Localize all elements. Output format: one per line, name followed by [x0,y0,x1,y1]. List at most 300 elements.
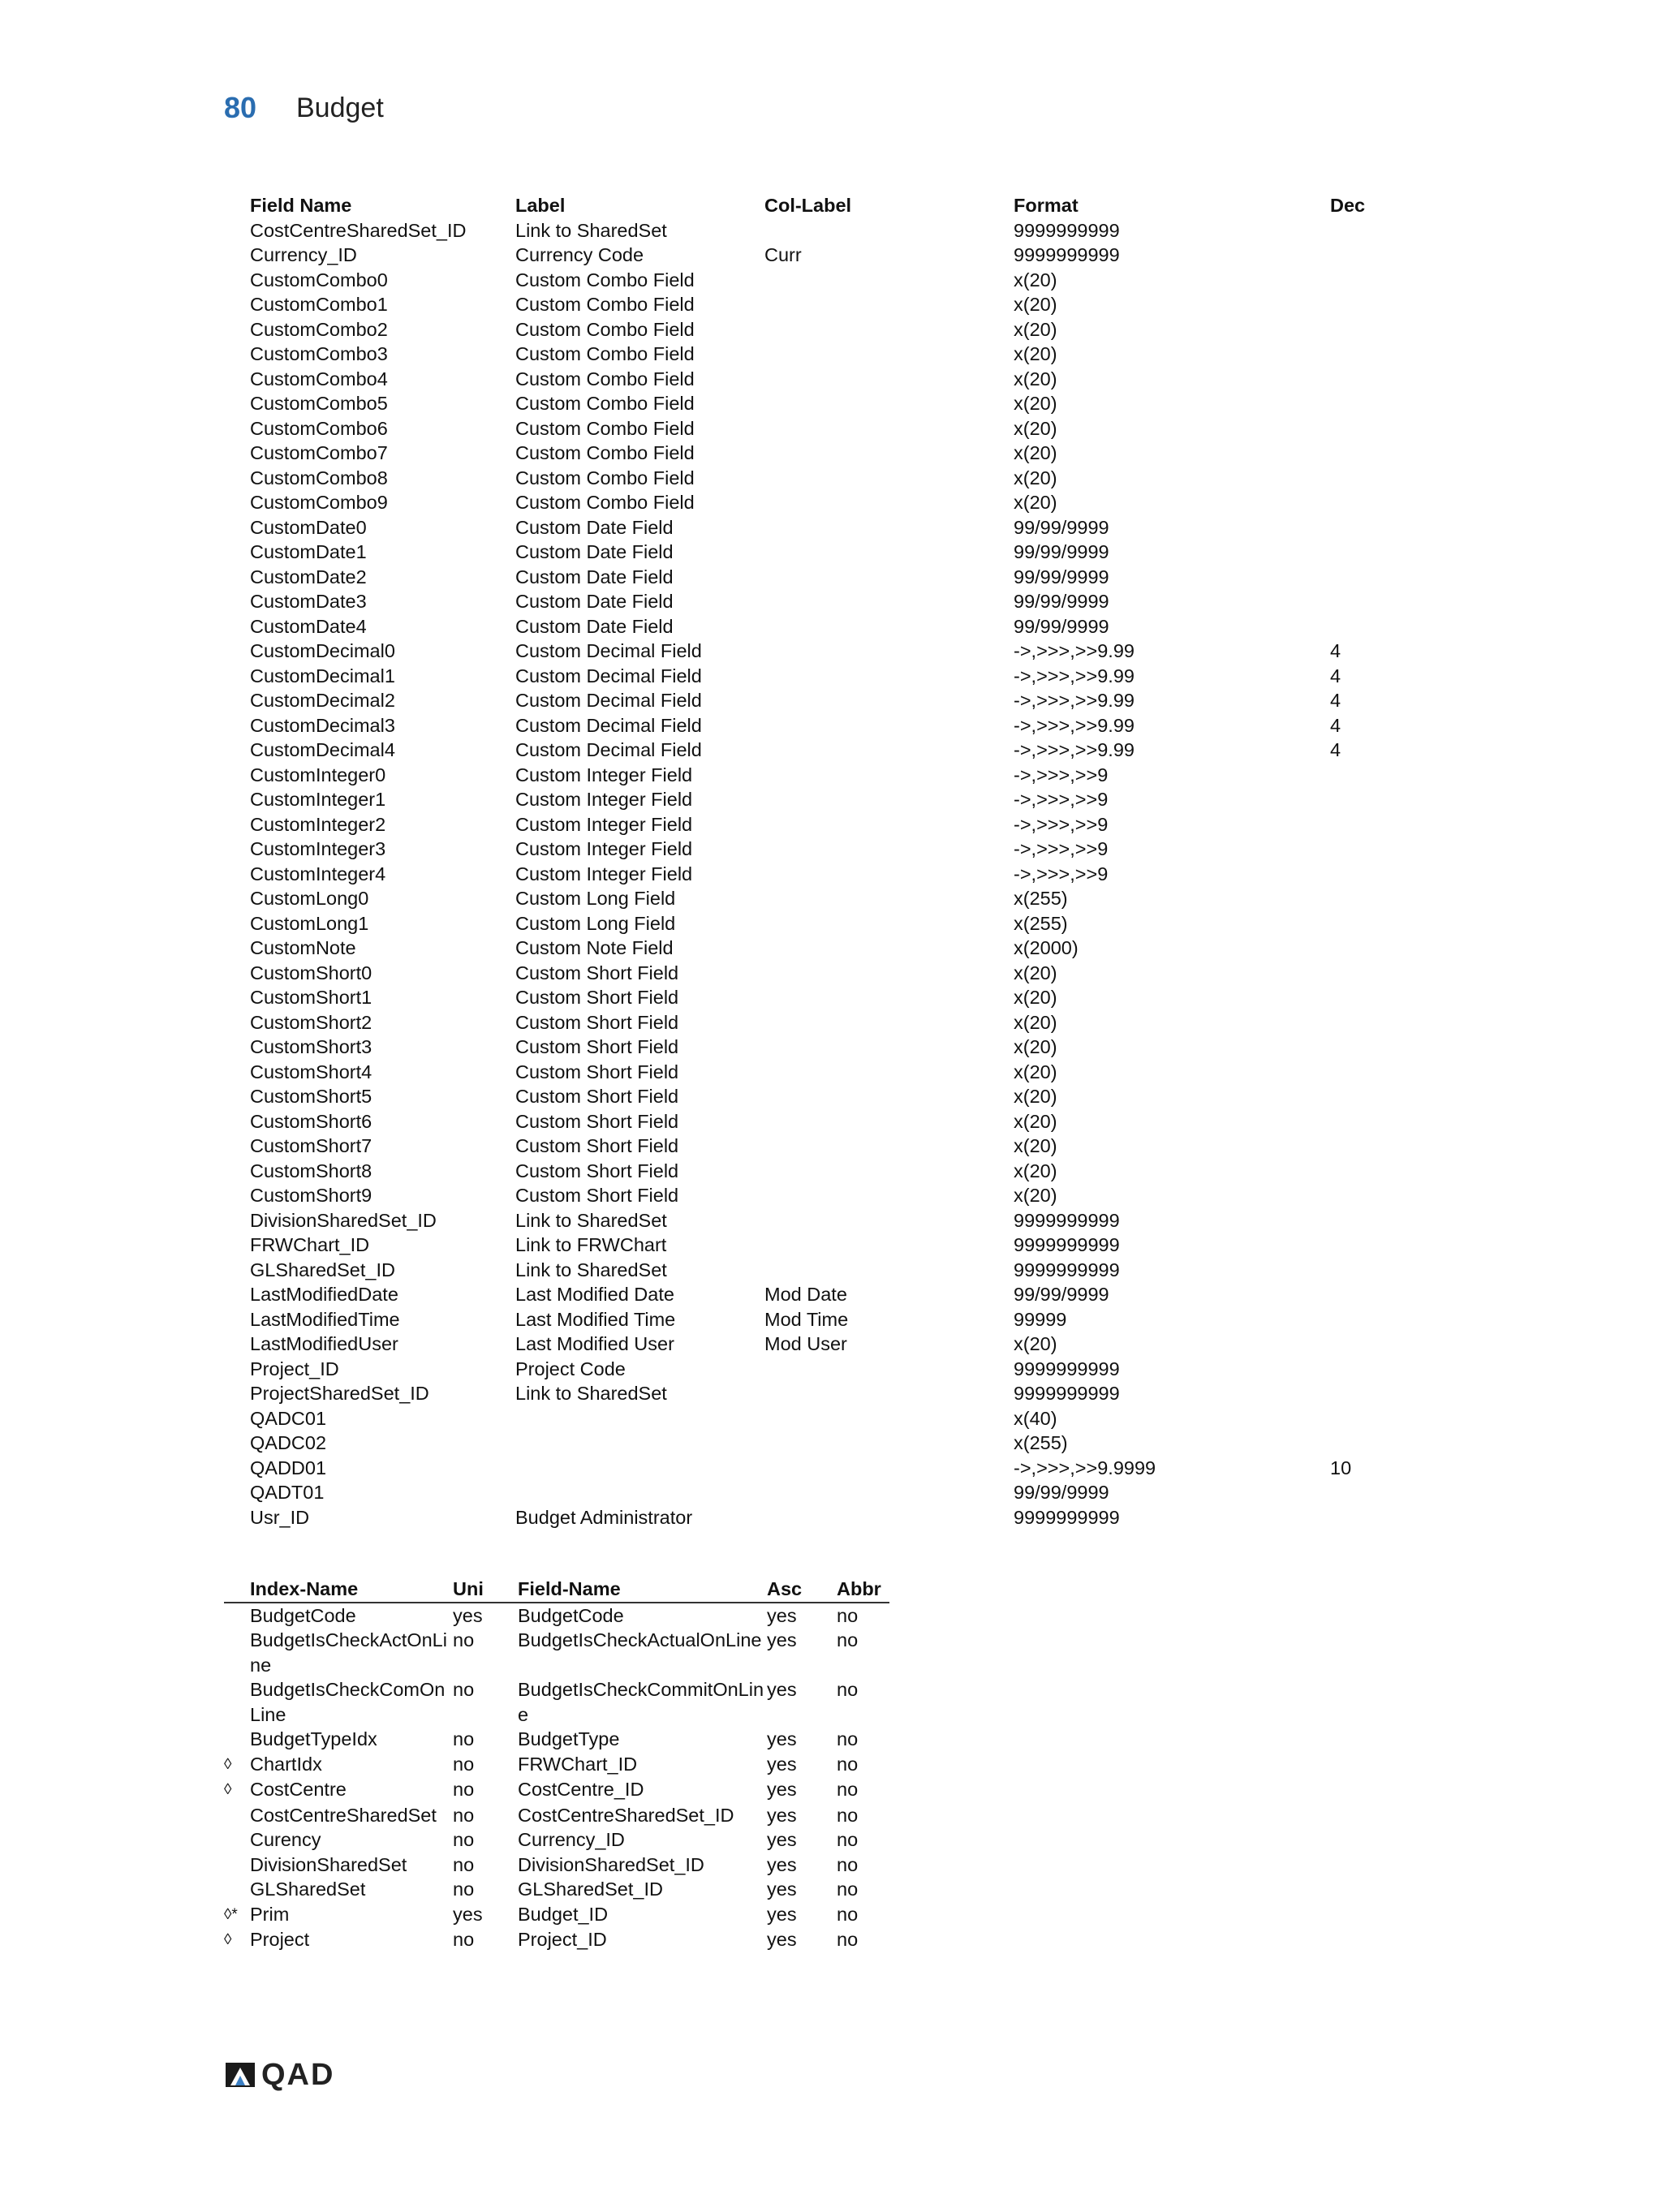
index-name-cell: ChartIdx [250,1753,322,1775]
col-label-cell [764,1456,1014,1481]
table-row [224,1803,889,1828]
field-name-cell: CustomLong0 [250,888,369,909]
dec-cell [1330,243,1411,268]
format-cell: x(255) [1014,912,1068,934]
dec-cell [1330,886,1411,911]
dec-cell: 4 [1330,739,1341,760]
label-cell [515,1406,764,1431]
format-cell: x(255) [1014,1432,1068,1453]
field-name-cell: DivisionSharedSet_ID [250,1209,437,1231]
table-row [250,1381,1411,1406]
table-row [250,812,1411,837]
table-row [250,342,1411,367]
format-cell: 9999999999 [1014,1259,1120,1280]
column-header [224,1577,250,1603]
table-row [250,1208,1411,1233]
format-cell: x(20) [1014,1086,1057,1107]
col-label-cell [764,1109,1014,1134]
index-name-cell: GLSharedSet [250,1878,366,1900]
format-cell: 99/99/9999 [1014,516,1109,538]
dec-cell [1330,763,1411,788]
dec-cell [1330,1431,1411,1456]
field-name-cell: QADD01 [250,1457,327,1478]
label-cell: Custom Short Field [515,1110,679,1132]
col-label-cell [764,416,1014,441]
format-cell: 99/99/9999 [1014,1284,1109,1305]
table-row [250,664,1411,689]
dec-cell: 4 [1330,665,1341,686]
index-field-name-cell: CostCentreSharedSet_ID [518,1804,734,1826]
format-cell: x(255) [1014,888,1068,909]
col-label-cell [764,1084,1014,1109]
format-cell: ->,>>>,>>9.99 [1014,665,1135,686]
format-cell: 99/99/9999 [1014,1482,1109,1503]
format-cell: x(20) [1014,368,1057,389]
index-marker [224,1677,250,1727]
field-name-cell: GLSharedSet_ID [250,1259,395,1280]
format-cell: x(20) [1014,1061,1057,1082]
table-row [250,391,1411,416]
field-name-cell: CustomShort5 [250,1086,372,1107]
label-cell: Custom Decimal Field [515,640,702,661]
field-name-cell: CustomShort3 [250,1036,372,1057]
table-row [224,1752,889,1778]
format-cell: ->,>>>,>>9.9999 [1014,1457,1156,1478]
dec-cell [1330,268,1411,293]
index-field-name-cell: BudgetCode [518,1604,624,1626]
dec-cell [1330,614,1411,639]
field-name-cell: QADC01 [250,1407,327,1429]
format-cell: x(40) [1014,1407,1057,1429]
dec-cell [1330,1134,1411,1159]
format-cell: 9999999999 [1014,1358,1120,1379]
col-label-cell [764,862,1014,887]
asc-cell: yes [767,1679,797,1700]
field-table [250,193,1411,1530]
format-cell: x(2000) [1014,937,1079,958]
format-cell: 9999999999 [1014,219,1120,241]
unique-cell: no [453,1929,475,1950]
index-name-cell: Project [250,1929,310,1950]
label-cell: Custom Decimal Field [515,714,702,736]
table-row [250,1183,1411,1208]
index-field-name-cell: BudgetIsCheckActualOnLine [518,1629,762,1650]
field-name-cell: CustomCombo9 [250,492,388,513]
index-table-header [224,1577,889,1603]
field-name-cell: CustomDate4 [250,615,367,637]
label-cell: Custom Integer Field [515,764,693,785]
field-name-cell: CustomInteger0 [250,764,386,785]
label-cell: Custom Combo Field [515,318,695,340]
format-cell: 9999999999 [1014,1383,1120,1404]
dec-cell [1330,787,1411,812]
dec-cell: 4 [1330,690,1341,711]
index-table-body [224,1603,889,1953]
abbr-cell: no [837,1853,859,1875]
logo-text: QAD [261,2058,335,2092]
label-cell: Currency Code [515,244,644,265]
table-row [250,243,1411,268]
column-header: Asc [767,1578,803,1599]
table-row [250,490,1411,515]
label-cell: Custom Short Field [515,1135,679,1156]
field-name-cell: LastModifiedDate [250,1284,398,1305]
col-label-cell [764,540,1014,565]
format-cell: x(20) [1014,492,1057,513]
format-cell: ->,>>>,>>9 [1014,838,1109,859]
label-cell: Custom Decimal Field [515,739,702,760]
asc-cell: yes [767,1853,797,1875]
table-row [250,268,1411,293]
dec-cell [1330,1233,1411,1258]
table-row [250,1480,1411,1505]
index-field-name-cell: CostCentre_ID [518,1779,644,1800]
col-label-cell: Curr [764,244,802,265]
table-row [224,1927,889,1953]
asc-cell: yes [767,1728,797,1749]
table-row [224,1628,889,1677]
dec-cell [1330,1505,1411,1530]
label-cell: Custom Note Field [515,937,674,958]
column-header: Index-Name [250,1578,359,1599]
dec-cell [1330,1035,1411,1060]
col-label-cell [764,812,1014,837]
field-name-cell: CustomCombo4 [250,368,388,389]
col-label-cell [764,1233,1014,1258]
dec-cell [1330,1258,1411,1283]
column-header: Format [1014,195,1079,216]
label-cell: Link to SharedSet [515,1209,667,1231]
format-cell: x(20) [1014,318,1057,340]
field-name-cell: CustomShort1 [250,987,372,1008]
col-label-cell: Mod User [764,1333,847,1354]
table-row [250,886,1411,911]
label-cell: Custom Combo Field [515,294,695,315]
label-cell: Custom Date Field [515,541,674,562]
table-row [250,1134,1411,1159]
label-cell: Link to SharedSet [515,219,667,241]
index-name-cell: CostCentreSharedSet [250,1804,437,1826]
table-row [250,1233,1411,1258]
table-row [250,738,1411,763]
col-label-cell [764,1183,1014,1208]
dec-cell [1330,515,1411,540]
table-row [250,763,1411,788]
table-row [250,466,1411,491]
col-label-cell [764,1134,1014,1159]
label-cell: Custom Long Field [515,888,676,909]
dec-cell [1330,1183,1411,1208]
column-header: Field Name [250,195,352,216]
index-name-cell: Prim [250,1903,290,1925]
label-cell: Link to SharedSet [515,1383,667,1404]
table-row [250,862,1411,887]
field-name-cell: CustomNote [250,937,356,958]
col-label-cell [764,391,1014,416]
table-row [224,1853,889,1878]
label-cell: Custom Short Field [515,1160,679,1181]
dec-cell [1330,391,1411,416]
field-name-cell: CustomCombo1 [250,294,388,315]
unique-cell: no [453,1853,475,1875]
asc-cell: yes [767,1804,797,1826]
dec-cell [1330,1332,1411,1357]
field-name-cell: CustomDate1 [250,541,367,562]
column-header: Uni [453,1578,484,1599]
field-name-cell: CustomCombo6 [250,417,388,439]
label-cell: Custom Integer Field [515,789,693,810]
qad-logo-icon [224,2061,256,2089]
label-cell: Custom Date Field [515,566,674,587]
index-name-cell: Curency [250,1829,321,1850]
unique-cell: no [453,1753,475,1775]
table-row [250,911,1411,936]
table-row [250,515,1411,540]
table-row [250,1084,1411,1109]
label-cell: Budget Administrator [515,1506,693,1528]
label-cell: Custom Short Field [515,1061,679,1082]
dec-cell [1330,961,1411,986]
asc-cell: yes [767,1903,797,1925]
dec-cell [1330,218,1411,243]
label-cell: Custom Short Field [515,1185,679,1206]
table-row [250,1456,1411,1481]
field-name-cell: CustomCombo3 [250,343,388,364]
dec-cell [1330,911,1411,936]
col-label-cell [764,1159,1014,1184]
field-name-cell: CustomDate3 [250,591,367,612]
field-name-cell: CustomDecimal1 [250,665,395,686]
index-marker [224,1853,250,1878]
format-cell: ->,>>>,>>9 [1014,764,1109,785]
label-cell: Custom Integer Field [515,813,693,835]
table-row [250,614,1411,639]
index-marker: ◊* [224,1905,238,1923]
unique-cell: yes [453,1903,483,1925]
table-row [250,1060,1411,1085]
abbr-cell: no [837,1604,859,1626]
asc-cell: yes [767,1629,797,1650]
field-name-cell: CustomInteger1 [250,789,386,810]
label-cell: Custom Combo Field [515,492,695,513]
label-cell: Custom Short Field [515,1086,679,1107]
col-label-cell [764,515,1014,540]
index-name-cell: CostCentre [250,1779,347,1800]
table-row [250,713,1411,738]
format-cell: x(20) [1014,1333,1057,1354]
format-cell: x(20) [1014,962,1057,983]
index-field-name-cell: Project_ID [518,1929,607,1950]
col-label-cell [764,565,1014,590]
dec-cell [1330,1406,1411,1431]
col-label-cell [764,713,1014,738]
format-cell: 9999999999 [1014,1209,1120,1231]
table-row [250,1035,1411,1060]
page-number: 80 [224,91,257,124]
table-row [250,292,1411,317]
index-name-cell: DivisionSharedSet [250,1853,407,1875]
dec-cell [1330,1109,1411,1134]
table-row [250,787,1411,812]
abbr-cell: no [837,1728,859,1749]
col-label-cell [764,466,1014,491]
field-name-cell: CustomCombo8 [250,467,388,488]
label-cell: Custom Decimal Field [515,665,702,686]
field-name-cell: CostCentreSharedSet_ID [250,219,467,241]
table-row [250,639,1411,664]
dec-cell [1330,367,1411,392]
label-cell: Last Modified Time [515,1308,676,1330]
field-name-cell: CustomDate0 [250,516,367,538]
col-label-cell [764,292,1014,317]
format-cell: x(20) [1014,1036,1057,1057]
abbr-cell: no [837,1629,859,1650]
asc-cell: yes [767,1929,797,1950]
dec-cell [1330,812,1411,837]
index-field-name-cell: BudgetIsCheckCommitOnLine [518,1679,764,1725]
index-field-name-cell: FRWChart_ID [518,1753,638,1775]
label-cell: Custom Integer Field [515,838,693,859]
table-row [250,589,1411,614]
field-name-cell: Currency_ID [250,244,357,265]
index-marker [224,1827,250,1853]
label-cell: Last Modified Date [515,1284,674,1305]
field-name-cell: ProjectSharedSet_ID [250,1383,429,1404]
dec-cell [1330,540,1411,565]
index-marker: ◊ [224,1781,232,1798]
format-cell: ->,>>>,>>9.99 [1014,739,1135,760]
label-cell: Custom Date Field [515,516,674,538]
table-row [224,1727,889,1752]
format-cell: x(20) [1014,1160,1057,1181]
table-row [250,1307,1411,1332]
format-cell: x(20) [1014,1110,1057,1132]
dec-cell [1330,837,1411,862]
field-name-cell: CustomCombo7 [250,442,388,463]
col-label-cell [764,911,1014,936]
format-cell: x(20) [1014,294,1057,315]
field-name-cell: CustomCombo0 [250,269,388,290]
dec-cell [1330,342,1411,367]
col-label-cell [764,1035,1014,1060]
label-cell: Custom Short Field [515,1011,679,1033]
abbr-cell: no [837,1929,859,1950]
format-cell: 9999999999 [1014,244,1120,265]
table-row [224,1827,889,1853]
col-label-cell [764,218,1014,243]
col-label-cell [764,738,1014,763]
table-row [224,1603,889,1629]
field-name-cell: CustomShort9 [250,1185,372,1206]
dec-cell [1330,1480,1411,1505]
field-name-cell: LastModifiedTime [250,1308,400,1330]
col-label-cell: Mod Time [764,1308,849,1330]
field-name-cell: CustomCombo5 [250,393,388,414]
format-cell: 9999999999 [1014,1506,1120,1528]
abbr-cell: no [837,1779,859,1800]
col-label-cell [764,961,1014,986]
col-label-cell [764,1357,1014,1382]
label-cell: Custom Combo Field [515,467,695,488]
column-header: Dec [1330,195,1366,216]
table-row [250,1431,1411,1456]
col-label-cell [764,1431,1014,1456]
index-marker [224,1628,250,1677]
col-label-cell [764,589,1014,614]
field-name-cell: CustomInteger2 [250,813,386,835]
label-cell: Custom Combo Field [515,368,695,389]
asc-cell: yes [767,1604,797,1626]
col-label-cell [764,268,1014,293]
field-name-cell: CustomShort0 [250,962,372,983]
col-label-cell [764,688,1014,713]
field-name-cell: CustomCombo2 [250,318,388,340]
unique-cell: no [453,1829,475,1850]
dec-cell [1330,565,1411,590]
dec-cell [1330,589,1411,614]
table-row [250,1357,1411,1382]
field-name-cell: LastModifiedUser [250,1333,398,1354]
dec-cell [1330,317,1411,342]
field-name-cell: CustomLong1 [250,912,369,934]
dec-cell [1330,1357,1411,1382]
label-cell: Custom Combo Field [515,442,695,463]
table-row [250,416,1411,441]
index-marker: ◊ [224,1931,232,1948]
index-field-name-cell: DivisionSharedSet_ID [518,1853,704,1875]
dec-cell: 4 [1330,714,1341,736]
dec-cell [1330,1159,1411,1184]
index-marker: ◊ [224,1755,232,1773]
col-label-cell [764,490,1014,515]
format-cell: 9999999999 [1014,1234,1120,1255]
table-row [250,317,1411,342]
format-cell: ->,>>>,>>9.99 [1014,714,1135,736]
col-label-cell [764,936,1014,961]
label-cell: Custom Integer Field [515,863,693,884]
table-row [250,1258,1411,1283]
table-row [250,936,1411,961]
table-row [250,837,1411,862]
label-cell [515,1480,764,1505]
table-row [250,1010,1411,1035]
dec-cell [1330,1381,1411,1406]
col-label-cell [764,1010,1014,1035]
table-row [250,1505,1411,1530]
dec-cell: 4 [1330,640,1341,661]
field-name-cell: CustomDecimal4 [250,739,395,760]
dec-cell [1330,862,1411,887]
format-cell: ->,>>>,>>9.99 [1014,690,1135,711]
index-field-name-cell: GLSharedSet_ID [518,1878,663,1900]
col-label-cell [764,1381,1014,1406]
col-label-cell [764,1406,1014,1431]
label-cell: Last Modified User [515,1333,674,1354]
field-name-cell: CustomDate2 [250,566,367,587]
field-name-cell: QADT01 [250,1482,325,1503]
format-cell: 99/99/9999 [1014,591,1109,612]
col-label-cell [764,614,1014,639]
dec-cell [1330,1060,1411,1085]
index-marker [224,1803,250,1828]
dec-cell [1330,416,1411,441]
unique-cell: no [453,1779,475,1800]
column-header: Abbr [837,1578,881,1599]
dec-cell [1330,292,1411,317]
field-name-cell: Usr_ID [250,1506,310,1528]
index-name-cell: BudgetIsCheckActOnLine [250,1629,447,1676]
dec-cell [1330,936,1411,961]
